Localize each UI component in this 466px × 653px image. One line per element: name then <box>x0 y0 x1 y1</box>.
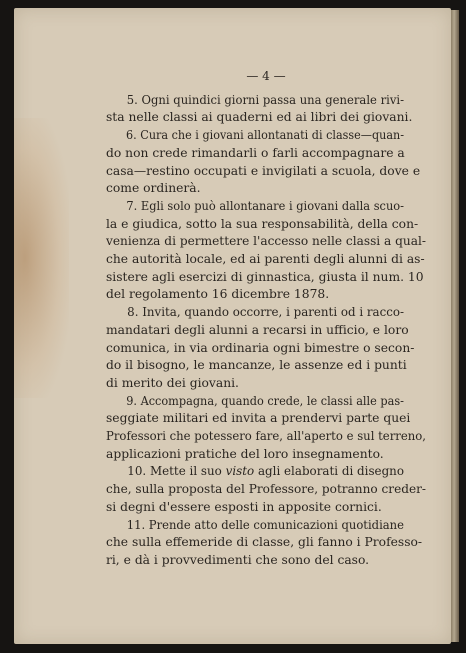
text-line: 8. Invita, quando occorre, i parenti od i racco- <box>127 305 404 320</box>
text-line: mandatari degli alunni a recarsi in ufficio, e loro <box>106 322 409 337</box>
text-line: sistere agli esercizi di ginnastica, giusta il num. 10 <box>106 269 424 284</box>
text-line: 7. Egli solo può allontanare i giovani dalla scuo- <box>126 198 404 213</box>
text-line: che sulla effemeride di classe, gli fanno i Professo- <box>106 535 423 550</box>
text-line: applicazioni pratiche del loro insegnamento. <box>106 446 384 461</box>
text-line: di merito dei giovani. <box>106 375 239 390</box>
book-page <box>14 8 451 644</box>
text-line: 5. Ogni quindici giorni passa una generale rivi- <box>126 92 404 107</box>
text-line: ri, e dà i provvedimenti che sono del caso. <box>106 552 370 567</box>
text-line: si degni d'essere esposti in apposite cornici. <box>106 499 382 514</box>
paragraph <box>106 393 426 464</box>
paragraph <box>106 92 426 127</box>
emphasized-word: visto <box>225 464 255 479</box>
text-line: 6. Cura che i giovani allontanati di classe—quan- <box>126 128 404 143</box>
paragraph-list <box>106 92 426 570</box>
text-line: venienza di permettere l'accesso nelle classi a qual- <box>106 234 426 249</box>
page-number: — 4 — <box>246 69 286 83</box>
text-line: 9. Accompagna, quando crede, le classi alle pas- <box>126 393 404 408</box>
text-line: sta nelle classi ai quaderni ed ai libri dei giovani. <box>106 110 413 125</box>
paragraph <box>106 304 426 393</box>
text-line: del regolamento 16 dicembre 1878. <box>106 287 330 302</box>
water-stain <box>14 118 69 398</box>
paragraph <box>106 463 426 516</box>
text-line: do non crede rimandarli o farli accompagnare a <box>106 145 405 160</box>
paragraph <box>106 517 426 570</box>
text-line: 10. Mette il suo visto agli elaborati di disegno <box>127 464 404 479</box>
text-line: comunica, in via ordinaria ogni bimestre o secon- <box>106 340 415 355</box>
text-line: casa—restino occupati e invigilati a scuola, dove e <box>106 163 421 178</box>
text-line: come ordinerà. <box>106 181 201 196</box>
text-line: che, sulla proposta del Professore, potranno creder- <box>106 482 426 497</box>
text-line: la e giudica, sotto la sua responsabilità, della con- <box>106 216 419 231</box>
text-line: seggiate militari ed invita a prendervi parte quei <box>106 411 411 426</box>
text-line: Professori che potessero fare, all'aperto e sul terreno, <box>106 429 426 444</box>
paragraph <box>106 127 426 198</box>
paragraph <box>106 198 426 304</box>
text-line: 11. Prende atto delle comunicazioni quotidiane <box>126 517 405 532</box>
text-line: do il bisogno, le mancanze, le assenze ed i punti <box>106 358 407 373</box>
page-text <box>106 68 426 570</box>
page-edge <box>451 10 459 642</box>
text-line: che autorità locale, ed ai parenti degli alunni di as- <box>106 252 425 267</box>
